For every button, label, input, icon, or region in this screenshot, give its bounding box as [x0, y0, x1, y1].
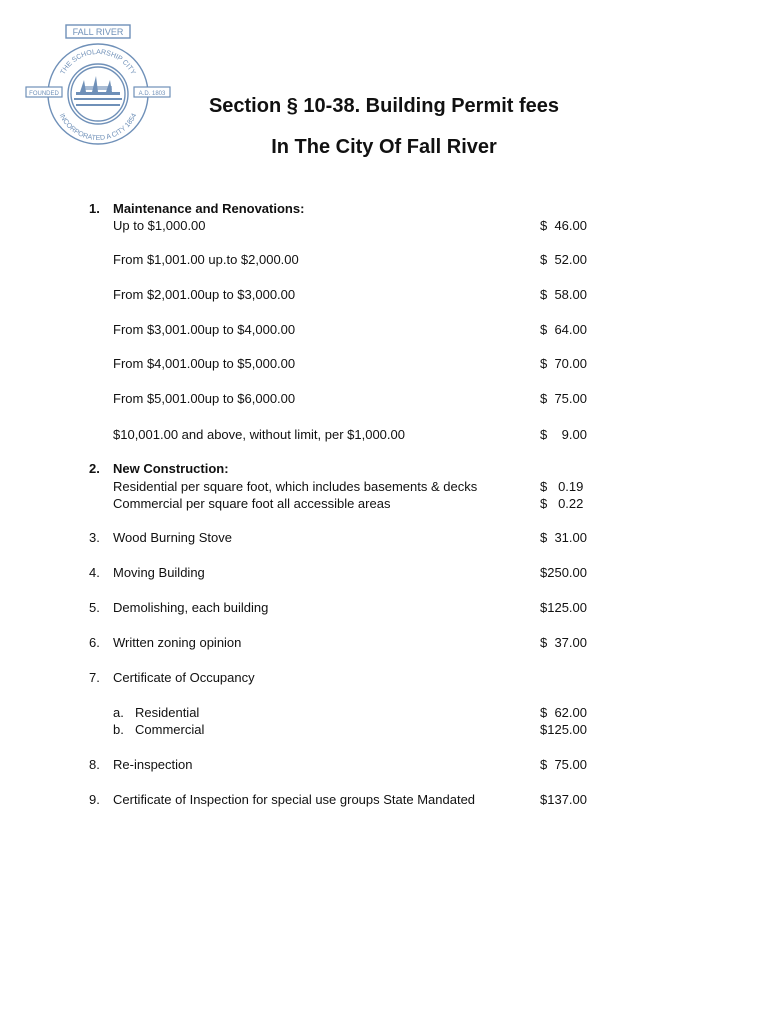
- fee-amount: $ 0.19: [540, 479, 584, 494]
- fee-subitem: [0, 721, 768, 739]
- fee-label: From $2,001.00up to $3,000.00: [113, 287, 296, 302]
- fee-label: Residential per square foot, which includes basements & decks: [113, 479, 478, 494]
- fee-amount: $ 58.00: [540, 287, 587, 302]
- section-1-heading: [0, 200, 768, 218]
- section-number: 1.: [89, 201, 100, 216]
- seal-ring-bottom: [58, 113, 139, 143]
- fee-item-5: [0, 599, 768, 617]
- seal-date-text: A.D. 1803: [138, 91, 166, 97]
- fee-row: [0, 217, 768, 235]
- fee-amount: $ 70.00: [540, 356, 587, 371]
- section-title: New Construction:: [113, 461, 229, 476]
- fee-item-4: [0, 564, 768, 582]
- fee-item-9: [0, 791, 768, 809]
- section-title: Maintenance and Renovations:: [113, 201, 305, 216]
- seal-ring-top: [60, 49, 137, 76]
- fee-sublabel: [113, 721, 204, 739]
- fee-label: Commercial per square foot all accessible areas: [113, 496, 391, 511]
- page-title-section: Section § 10-38. Building Permit fees: [208, 95, 560, 117]
- seal-founded-text: FOUNDED: [29, 91, 59, 97]
- sub-letter: a.: [113, 705, 124, 720]
- fee-amount: $ 62.00: [540, 705, 587, 720]
- section-number: 8.: [89, 757, 100, 772]
- sub-label: Commercial: [135, 722, 205, 737]
- page-title-city: In The City Of Fall River: [271, 136, 497, 158]
- fee-amount: $137.00: [540, 792, 587, 807]
- fee-label: Re-inspection: [113, 757, 193, 772]
- fee-row: [0, 321, 768, 339]
- fee-row: [0, 355, 768, 373]
- fee-amount: $ 75.00: [540, 757, 587, 772]
- fee-item-7: [0, 669, 768, 687]
- section-number: 4.: [89, 565, 100, 580]
- fee-amount: $ 64.00: [540, 322, 587, 337]
- city-seal-logo: [22, 20, 172, 150]
- fee-amount: $ 37.00: [540, 635, 587, 650]
- fee-label: Written zoning opinion: [113, 635, 242, 650]
- seal-ring-top-path: THE SCHOLARSHIP CITY: [59, 48, 137, 76]
- section-number: 7.: [89, 670, 100, 685]
- fee-label: Certificate of Inspection for special use groups State Mandated: [113, 792, 476, 807]
- fee-label: Up to $1,000.00: [113, 218, 206, 233]
- fee-sublabel: [113, 704, 199, 722]
- section-number: 5.: [89, 600, 100, 615]
- seal-ship-scene: [74, 76, 122, 106]
- fee-item-8: [0, 756, 768, 774]
- fee-amount: $250.00: [540, 565, 587, 580]
- fee-amount: $ 31.00: [540, 530, 587, 545]
- section-number: 2.: [89, 461, 100, 476]
- fee-label: $10,001.00 and above, without limit, per $1,000.00: [113, 427, 405, 442]
- fee-amount: $ 9.00: [540, 427, 587, 442]
- fee-row: [0, 251, 768, 269]
- fee-label: From $4,001.00up to $5,000.00: [113, 356, 296, 371]
- fee-amount: $ 52.00: [540, 252, 587, 267]
- fee-item-3: [0, 529, 768, 547]
- fee-subitem: [0, 704, 768, 722]
- fee-row: [0, 426, 768, 444]
- fee-row: [0, 495, 768, 513]
- fee-item-6: [0, 634, 768, 652]
- sub-label: Residential: [135, 705, 200, 720]
- fee-row: [0, 478, 768, 496]
- fee-label: Wood Burning Stove: [113, 530, 232, 545]
- fee-amount: $ 46.00: [540, 218, 587, 233]
- fee-row: [0, 286, 768, 304]
- sub-letter: b.: [113, 722, 124, 737]
- section-number: 9.: [89, 792, 100, 807]
- seal-ring-bottom-path: INCORPORATED A CITY 1854: [57, 112, 139, 143]
- fee-amount: $ 0.22: [540, 496, 584, 511]
- section-number: 3.: [89, 530, 100, 545]
- fee-label: From $5,001.00up to $6,000.00: [113, 391, 296, 406]
- fee-label: Moving Building: [113, 565, 205, 580]
- fee-row: [0, 390, 768, 408]
- fee-amount: $ 75.00: [540, 391, 587, 406]
- section-number: 6.: [89, 635, 100, 650]
- fee-label: Certificate of Occupancy: [113, 670, 255, 685]
- fee-amount: $125.00: [540, 600, 587, 615]
- fee-label: From $3,001.00up to $4,000.00: [113, 322, 296, 337]
- seal-banner-text: FALL RIVER: [72, 27, 124, 37]
- fee-amount: $125.00: [540, 722, 587, 737]
- fee-label: From $1,001.00 up.to $2,000.00: [113, 252, 299, 267]
- section-2-heading: [0, 460, 768, 478]
- fee-label: Demolishing, each building: [113, 600, 269, 615]
